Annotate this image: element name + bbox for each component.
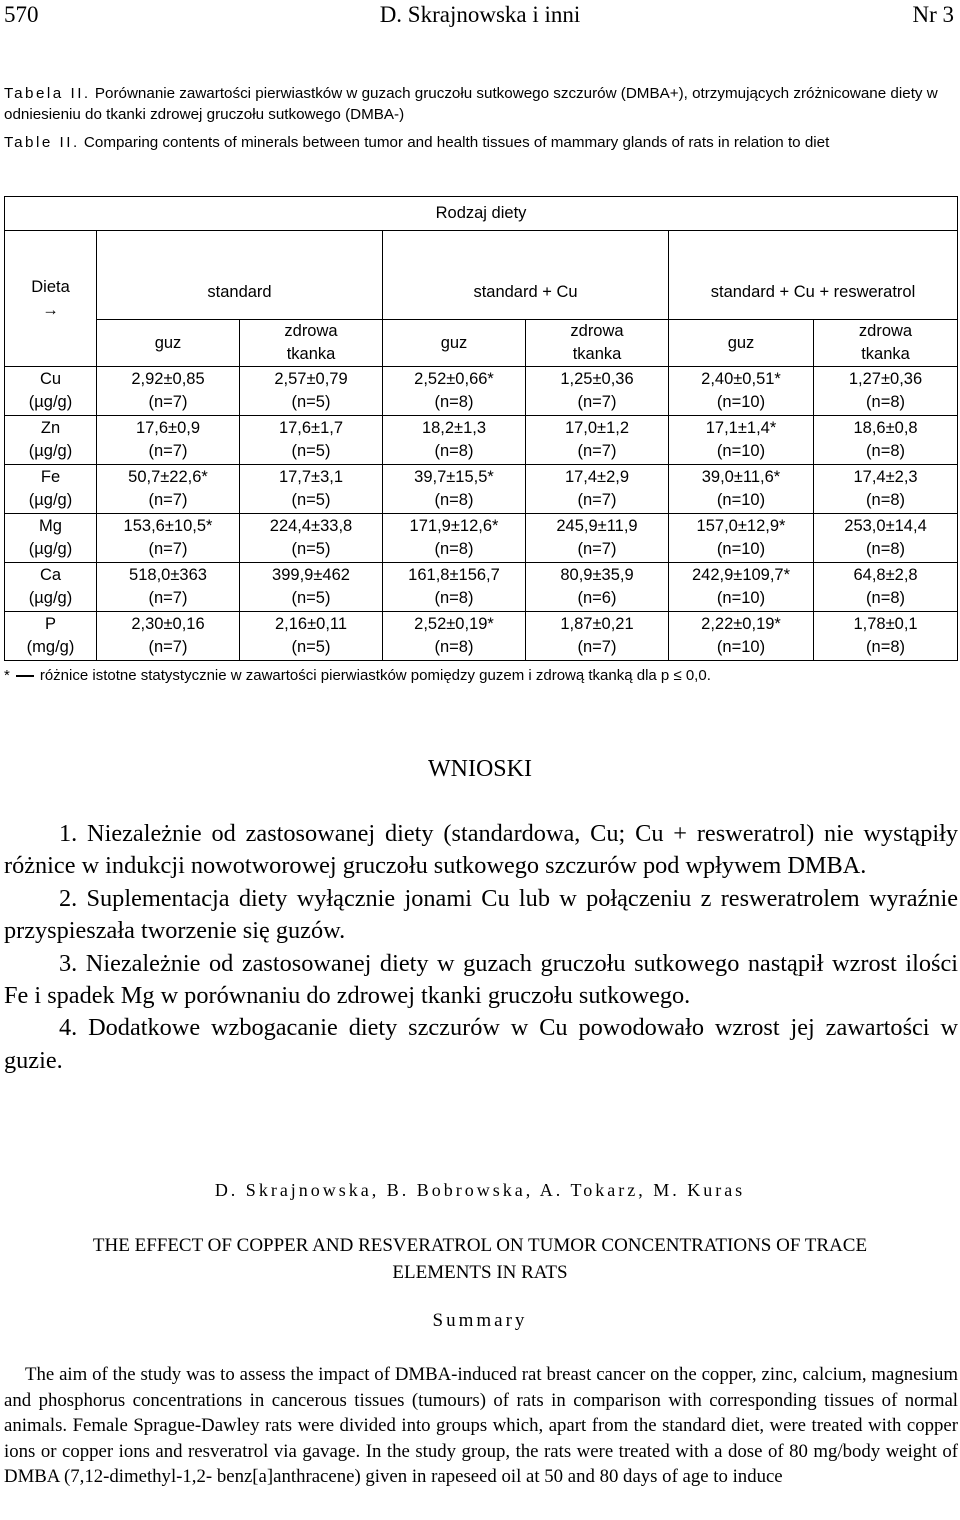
summary-body: [4, 1362, 958, 1490]
sample-size: (n=8): [434, 442, 474, 460]
value-cell: [240, 416, 383, 465]
mean-sd-value: 1,87±0,21: [560, 615, 634, 633]
summary-paragraph: The aim of the study was to assess the impact of DMBA-induced rat breast cancer on the copper, zinc, calcium, magnesium and phosphorus concentrations in cancerous tissues (tumours) of rats in comparison with corresponding tissues of normal animals. Female Sprague-Dawley rats were divided into groups which, apart from the standard diet, were treated with copper ions or copper ions and resveratrol via gavage. In the study group, the rats were treated with a dose of 80 mg/body weight of DMBA (7,12-dimethyl-1,2- benz[a]anthracene) given in rapeseed oil at 50 and 80 days of age to induce: [4, 1364, 958, 1488]
mean-sd-value: 17,4±2,3: [853, 468, 918, 486]
sample-size: (n=8): [866, 540, 906, 558]
conclusion-item: 1. Niezależnie od zastosowanej diety (standardowa, Cu; Cu + resweratrol) nie wystąpiły różnice w indukcji nowotworowej gruczołu sutkowego szczurów pod wpływem DMBA.: [4, 820, 958, 880]
group-standard-cu-resveratrol: standard + Cu + resweratrol: [669, 231, 958, 320]
table-super-header-row: [5, 197, 958, 231]
value-cell: [669, 465, 814, 514]
value-cell: [383, 563, 526, 612]
english-title-line: ELEMENTS IN RATS: [392, 1262, 568, 1283]
mean-sd-value: 2,22±0,19*: [701, 615, 781, 633]
sample-size: (n=7): [577, 491, 617, 509]
table-body: [5, 367, 958, 661]
mean-sd-value: 2,92±0,85: [131, 370, 205, 388]
element-symbol: Mg: [39, 517, 62, 535]
mean-sd-value: 399,9±462: [272, 566, 350, 584]
caption-text: Comparing contents of minerals between tumor and health tissues of mammary glands of rats in relation to diet: [83, 134, 830, 151]
english-title-line: THE EFFECT OF COPPER AND RESVERATROL ON TUMOR CONCENTRATIONS OF TRACE: [92, 1235, 868, 1256]
value-cell: [240, 612, 383, 661]
sample-size: (n=8): [434, 638, 474, 656]
element-cell: [5, 367, 97, 416]
sample-size: (n=5): [291, 589, 331, 607]
element-symbol: Ca: [39, 566, 62, 584]
sample-size: (n=8): [866, 491, 906, 509]
mean-sd-value: 17,6±1,7: [278, 419, 344, 437]
sample-size: (n=5): [291, 491, 331, 509]
table-row: [5, 514, 958, 563]
sample-size: (n=10): [716, 491, 766, 509]
value-cell: [669, 612, 814, 661]
value-cell: [97, 465, 240, 514]
arrow-right-icon: →: [42, 300, 59, 319]
sample-size: (n=7): [148, 638, 188, 656]
sample-size: (n=8): [866, 442, 906, 460]
value-cell: [240, 514, 383, 563]
value-cell: [97, 563, 240, 612]
element-unit: (µg/g): [28, 589, 73, 607]
mean-sd-value: 2,30±0,16: [131, 615, 205, 633]
table-caption-english: [4, 132, 956, 153]
mean-sd-value: 1,25±0,36: [560, 370, 634, 388]
mean-sd-value: 39,0±11,6*: [701, 468, 781, 486]
element-unit: (µg/g): [28, 442, 73, 460]
value-cell: [383, 416, 526, 465]
element-unit: (µg/g): [28, 540, 73, 558]
sample-size: (n=7): [148, 491, 188, 509]
sample-size: (n=5): [291, 442, 331, 460]
table-row: [5, 563, 958, 612]
value-cell: [814, 514, 958, 563]
mean-sd-value: 2,40±0,51*: [701, 370, 781, 388]
mean-sd-value: 253,0±14,4: [844, 517, 927, 535]
value-cell: [814, 563, 958, 612]
element-unit: (mg/g): [26, 638, 75, 656]
mean-sd-value: 518,0±363: [129, 566, 207, 584]
value-cell: [383, 367, 526, 416]
mean-sd-value: 17,6±0,9: [135, 419, 201, 437]
mean-sd-value: 17,0±1,2: [564, 419, 630, 437]
value-cell: [814, 612, 958, 661]
table-row: [5, 465, 958, 514]
diet-row-header: [5, 231, 97, 367]
sample-size: (n=7): [577, 393, 617, 411]
value-cell: [526, 612, 669, 661]
sample-size: (n=8): [434, 393, 474, 411]
subheader-tumor: guz: [383, 320, 526, 367]
sample-size: (n=8): [434, 589, 474, 607]
caption-label: Tabela II.: [4, 85, 91, 102]
mean-sd-value: 1,27±0,36: [848, 370, 923, 388]
mean-sd-value: 80,9±35,9: [560, 566, 634, 584]
issue-number: Nr 3: [912, 2, 954, 27]
group-standard: standard: [97, 231, 383, 320]
sample-size: (n=10): [716, 540, 766, 558]
value-cell: [526, 465, 669, 514]
table-row: [5, 367, 958, 416]
value-cell: [669, 367, 814, 416]
table-row: [5, 416, 958, 465]
sample-size: (n=10): [716, 442, 766, 460]
element-cell: [5, 416, 97, 465]
subheader-healthy: zdrowa tkanka: [814, 320, 958, 367]
running-title: D. Skrajnowska i inni: [379, 2, 581, 27]
minerals-table: [4, 196, 958, 661]
caption-label: Table II.: [4, 134, 80, 151]
mean-sd-value: 161,8±156,7: [408, 566, 500, 584]
element-symbol: Cu: [39, 370, 62, 388]
mean-sd-value: 242,9±109,7*: [691, 566, 791, 584]
mean-sd-value: 2,52±0,66*: [414, 370, 494, 388]
element-cell: [5, 514, 97, 563]
mean-sd-value: 171,9±12,6*: [409, 517, 499, 535]
table-row: [5, 612, 958, 661]
value-cell: [383, 612, 526, 661]
mean-sd-value: 2,16±0,11: [274, 615, 348, 633]
diet-group-row: [5, 231, 958, 320]
subheader-healthy: zdrowa tkanka: [526, 320, 669, 367]
mean-sd-value: 245,9±11,9: [556, 517, 638, 535]
mean-sd-value: 50,7±22,6*: [128, 468, 208, 486]
mean-sd-value: 17,1±1,4*: [705, 419, 777, 437]
value-cell: [240, 563, 383, 612]
element-symbol: Zn: [40, 419, 61, 437]
value-cell: [97, 612, 240, 661]
element-symbol: Fe: [40, 468, 61, 486]
value-cell: [814, 416, 958, 465]
sample-size: (n=5): [291, 393, 331, 411]
sample-size: (n=5): [291, 540, 331, 558]
mean-sd-value: 17,7±3,1: [278, 468, 344, 486]
english-title: [0, 1232, 960, 1286]
sample-size: (n=8): [866, 393, 906, 411]
footnote-star: *: [4, 667, 10, 684]
dash-mark: [16, 675, 34, 677]
mean-sd-value: 2,57±0,79: [274, 370, 348, 388]
element-symbol: P: [44, 615, 56, 633]
element-cell: [5, 465, 97, 514]
conclusion-item: 4. Dodatkowe wzbogacanie diety szczurów w Cu powodowało wzrost jej zawartości w guzie.: [4, 1014, 958, 1074]
value-cell: [669, 514, 814, 563]
footnote-text: różnice istotne statystycznie w zawartości pierwiastków pomiędzy guzem i zdrową tkanką dla p ≤ 0,0.: [39, 667, 711, 684]
sample-size: (n=8): [434, 540, 474, 558]
sample-size: (n=7): [577, 442, 617, 460]
value-cell: [240, 465, 383, 514]
value-cell: [97, 416, 240, 465]
sample-size: (n=5): [291, 638, 331, 656]
sample-size: (n=7): [577, 540, 617, 558]
sample-size: (n=8): [434, 491, 474, 509]
conclusions-list: [4, 818, 958, 1077]
subheader-tumor: guz: [669, 320, 814, 367]
diet-label: Dieta: [31, 277, 70, 296]
subheader-healthy: zdrowa tkanka: [240, 320, 383, 367]
mean-sd-value: 64,8±2,8: [853, 566, 918, 584]
caption-text: Porównanie zawartości pierwiastków w guzach gruczołu sutkowego szczurów (DMBA+), otrzymujących zróżnicowane diety w odniesieniu do tkanki zdrowej gruczołu sutkowego (DMBA-): [4, 85, 938, 123]
value-cell: [814, 465, 958, 514]
mean-sd-value: 39,7±15,5*: [414, 468, 494, 486]
value-cell: [669, 563, 814, 612]
sample-size: (n=7): [148, 442, 188, 460]
diet-type-header: Rodzaj diety: [5, 197, 958, 231]
value-cell: [97, 367, 240, 416]
summary-heading: Summary: [432, 1310, 528, 1331]
group-standard-cu: standard + Cu: [383, 231, 669, 320]
conclusions-heading: WNIOSKI: [428, 756, 532, 782]
table-caption-polish: [4, 83, 956, 125]
mean-sd-value: 157,0±12,9*: [696, 517, 786, 535]
element-cell: [5, 563, 97, 612]
mean-sd-value: 18,2±1,3: [421, 419, 487, 437]
sample-size: (n=6): [577, 589, 617, 607]
value-cell: [814, 367, 958, 416]
running-header: [0, 2, 960, 34]
sample-size: (n=8): [866, 589, 906, 607]
element-unit: (µg/g): [28, 491, 73, 509]
value-cell: [383, 465, 526, 514]
table-footnote: [4, 667, 711, 684]
sample-size: (n=10): [716, 638, 766, 656]
conclusion-item: 2. Suplementacja diety wyłącznie jonami Cu lub w połączeniu z resweratrolem wyraźnie przyspieszała tworzenie się guzów.: [4, 884, 958, 945]
element-unit: (µg/g): [28, 393, 73, 411]
value-cell: [526, 514, 669, 563]
tissue-subheader-row: [5, 320, 958, 367]
value-cell: [97, 514, 240, 563]
value-cell: [526, 563, 669, 612]
sample-size: (n=7): [577, 638, 617, 656]
mean-sd-value: 1,78±0,1: [853, 615, 918, 633]
value-cell: [240, 367, 383, 416]
element-cell: [5, 612, 97, 661]
subheader-tumor: guz: [97, 320, 240, 367]
sample-size: (n=8): [866, 638, 906, 656]
mean-sd-value: 18,6±0,8: [853, 419, 918, 437]
page-number: 570: [4, 2, 39, 27]
value-cell: [669, 416, 814, 465]
value-cell: [383, 514, 526, 563]
conclusion-item: 3. Niezależnie od zastosowanej diety w guzach gruczołu sutkowego nastąpił wzrost ilości Fe i spadek Mg w porównaniu do zdrowej tkanki gruczołu sutkowego.: [4, 949, 958, 1010]
sample-size: (n=10): [716, 393, 766, 411]
mean-sd-value: 2,52±0,19*: [414, 615, 494, 633]
sample-size: (n=7): [148, 540, 188, 558]
mean-sd-value: 17,4±2,9: [564, 468, 630, 486]
value-cell: [526, 367, 669, 416]
value-cell: [526, 416, 669, 465]
sample-size: (n=7): [148, 589, 188, 607]
sample-size: (n=10): [716, 589, 766, 607]
sample-size: (n=7): [148, 393, 188, 411]
authors: D. Skrajnowska, B. Bobrowska, A. Tokarz, M. Kuras: [214, 1180, 746, 1200]
mean-sd-value: 153,6±10,5*: [123, 517, 213, 535]
mean-sd-value: 224,4±33,8: [269, 517, 353, 535]
